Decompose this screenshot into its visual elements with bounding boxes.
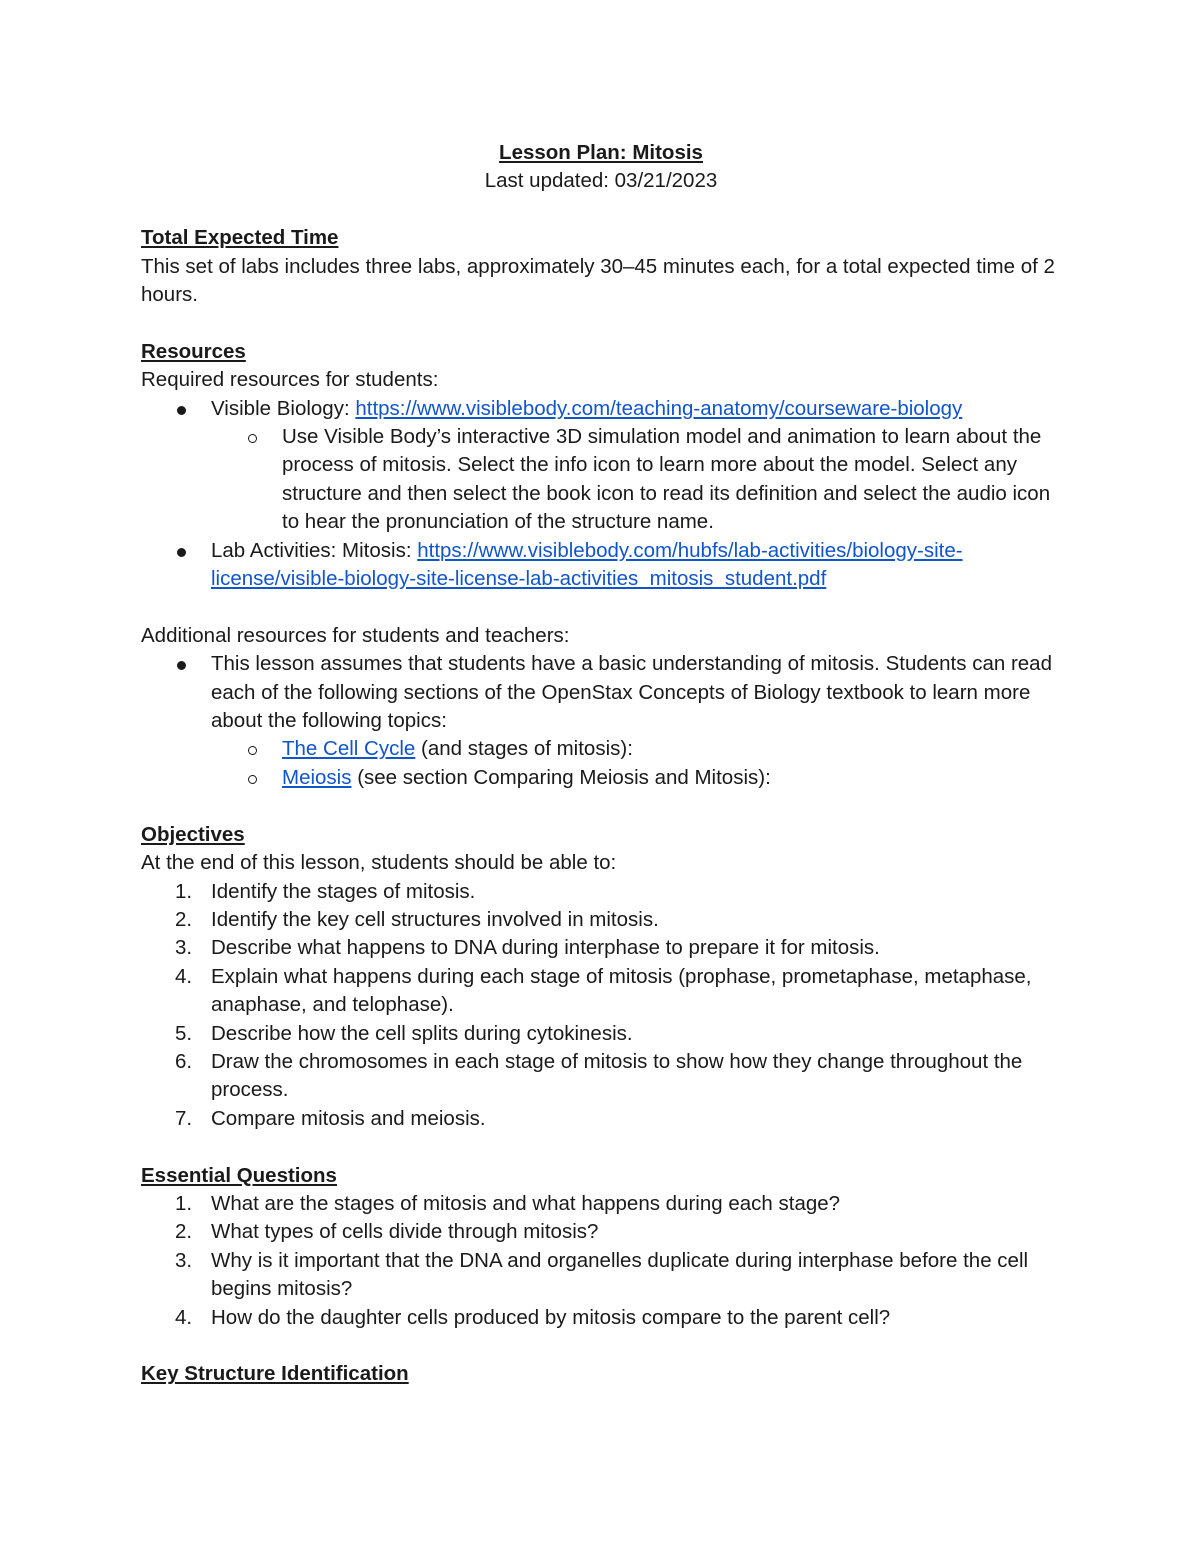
item-text: Explain what happens during each stage of mitosis (prophase, prometaphase, metaphase, anaphase, and telophase). xyxy=(211,964,1032,1017)
key-structure-heading: Key Structure Identification xyxy=(141,1362,409,1386)
spacer xyxy=(141,593,1061,621)
cell-cycle-link[interactable]: The Cell Cycle xyxy=(282,737,416,761)
bullet-disc-icon xyxy=(177,548,186,557)
spacer xyxy=(141,792,1061,820)
list-item xyxy=(141,395,1061,537)
bullet-disc-icon xyxy=(177,406,186,415)
required-resources-intro: Required resources for students: xyxy=(141,368,439,392)
assumption-text: This lesson assumes that students have a basic understanding of mitosis. Students can read each of the following sections of the OpenStax Concepts of Biology textbook to learn more about the following topics: xyxy=(211,652,1052,733)
list-item xyxy=(141,906,1061,934)
item-number: 6. xyxy=(175,1049,193,1073)
item-text: Identify the stages of mitosis. xyxy=(211,879,476,903)
lab-activities-label: Lab Activities: Mitosis: xyxy=(211,538,418,562)
item-number: 5. xyxy=(175,1021,193,1045)
required-resources-list xyxy=(141,395,1061,594)
list-item xyxy=(141,650,1061,792)
list-item xyxy=(141,878,1061,906)
list-item xyxy=(141,764,1061,792)
spacer xyxy=(141,196,1061,224)
last-updated: Last updated: 03/21/2023 xyxy=(484,169,718,193)
item-text: Compare mitosis and meiosis. xyxy=(211,1106,486,1130)
visible-biology-description: Use Visible Body’s interactive 3D simulation model and animation to learn about the process of mitosis. Select the info icon to learn more about the model. Select any structure and then select the book icon to read its definition and select the audio icon to hear the pronunciation of the structure name. xyxy=(282,425,1051,534)
item-number: 2. xyxy=(175,1220,193,1244)
essential-questions-section xyxy=(141,1162,1061,1332)
title-block xyxy=(141,139,1061,196)
key-structure-section xyxy=(141,1360,1061,1388)
item-number: 7. xyxy=(175,1106,193,1130)
total-time-section xyxy=(141,224,1061,309)
item-text: Draw the chromosomes in each stage of mitosis to show how they change throughout the process. xyxy=(211,1049,1023,1102)
essential-questions-heading: Essential Questions xyxy=(141,1163,337,1187)
item-number: 2. xyxy=(175,907,193,931)
spacer xyxy=(141,309,1061,337)
list-item xyxy=(141,934,1061,962)
objectives-section xyxy=(141,821,1061,1133)
meiosis-link[interactable]: Meiosis xyxy=(282,765,352,789)
list-item xyxy=(141,963,1061,1020)
list-item xyxy=(141,1048,1061,1105)
bullet-disc-icon xyxy=(177,661,186,670)
spacer xyxy=(141,1332,1061,1360)
bullet-circle-icon xyxy=(248,775,257,784)
list-item xyxy=(141,423,1061,537)
list-item xyxy=(141,1304,1061,1332)
bullet-circle-icon xyxy=(248,434,257,443)
objectives-intro: At the end of this lesson, students should be able to: xyxy=(141,851,617,875)
item-text: Describe what happens to DNA during interphase to prepare it for mitosis. xyxy=(211,936,880,960)
item-number: 3. xyxy=(175,936,193,960)
bullet-circle-icon xyxy=(248,746,257,755)
objectives-list xyxy=(141,878,1061,1134)
meiosis-note: (see section Comparing Meiosis and Mitosis): xyxy=(351,765,771,789)
item-text: Why is it important that the DNA and organelles duplicate during interphase before the cell begins mitosis? xyxy=(211,1248,1029,1301)
additional-resources-list xyxy=(141,650,1061,792)
list-item xyxy=(141,537,1061,594)
openstax-sublist xyxy=(211,735,1061,792)
item-number: 1. xyxy=(175,1191,193,1215)
list-item xyxy=(141,1218,1061,1246)
resources-heading: Resources xyxy=(141,339,246,363)
item-text: How do the daughter cells produced by mitosis compare to the parent cell? xyxy=(211,1305,891,1329)
document-page xyxy=(141,139,1061,1389)
total-time-text: This set of labs includes three labs, approximately 30–45 minutes each, for a total expected time of 2 hours. xyxy=(141,254,1055,307)
list-item xyxy=(141,735,1061,763)
visible-biology-label: Visible Biology: xyxy=(211,396,356,420)
list-item xyxy=(141,1247,1061,1304)
cell-cycle-note: (and stages of mitosis): xyxy=(415,737,633,761)
essential-questions-list xyxy=(141,1190,1061,1332)
resources-section xyxy=(141,338,1061,792)
item-text: Describe how the cell splits during cytokinesis. xyxy=(211,1021,633,1045)
list-item xyxy=(141,1190,1061,1218)
item-number: 3. xyxy=(175,1248,193,1272)
list-item xyxy=(141,1105,1061,1133)
list-item xyxy=(141,1020,1061,1048)
objectives-heading: Objectives xyxy=(141,822,245,846)
total-time-heading: Total Expected Time xyxy=(141,226,339,250)
item-number: 1. xyxy=(175,879,193,903)
item-text: What are the stages of mitosis and what happens during each stage? xyxy=(211,1191,841,1215)
spacer xyxy=(141,1133,1061,1161)
item-text: What types of cells divide through mitosis? xyxy=(211,1220,599,1244)
item-number: 4. xyxy=(175,1305,193,1329)
visible-biology-sublist xyxy=(211,423,1061,537)
item-text: Identify the key cell structures involved in mitosis. xyxy=(211,907,659,931)
additional-resources-intro: Additional resources for students and teachers: xyxy=(141,623,570,647)
lab-activities-link[interactable]: https://www.visiblebody.com/hubfs/lab-activities/biology-site-license/visible-biology-site-license-lab-activities_mitosis_student.pdf xyxy=(211,538,963,591)
document-title: Lesson Plan: Mitosis xyxy=(499,141,703,164)
visible-biology-link[interactable]: https://www.visiblebody.com/teaching-anatomy/courseware-biology xyxy=(355,396,963,420)
item-number: 4. xyxy=(175,964,193,988)
